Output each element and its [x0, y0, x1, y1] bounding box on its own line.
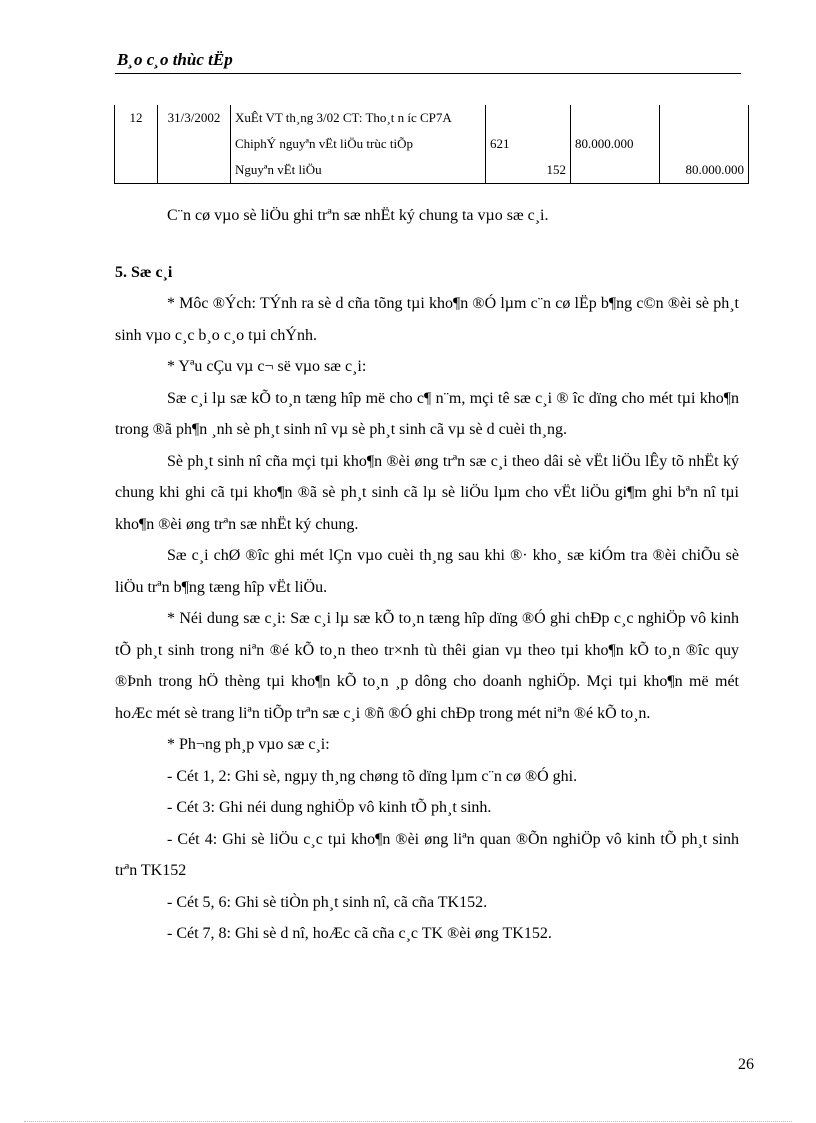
- paragraph: Sæ c¸i chØ ®îc ghi mét lÇn vµo cuèi th¸ng sau khi ®· kho¸ sæ kiÓm tra ®èi chiÕu sè liÖu trªn b¶ng tæng hîp vËt liÖu.: [115, 547, 739, 596]
- cell-date: [158, 131, 231, 157]
- table-row: [115, 157, 749, 184]
- cell-account-credit: [530, 105, 571, 131]
- ledger-table: [114, 105, 749, 184]
- cell-account-debit: [486, 157, 531, 184]
- cell-account-credit: [530, 131, 571, 157]
- cell-stt: [115, 157, 158, 184]
- page-bottom-rule: [24, 1121, 792, 1122]
- cell-account-credit: 152: [530, 157, 571, 184]
- paragraph: C¨n cø vµo sè liÖu ghi trªn sæ nhËt ký chung ta vµo sæ c¸i.: [167, 207, 549, 224]
- paragraph: Sè ph¸t sinh nî cña mçi tµi kho¶n ®èi øng trªn sæ c¸i theo dâi sè vËt liÖu lÊy tõ nhËt ký chung khi ghi cã tµi kho¶n ®ã sè ph¸t sinh cã lµ sè liÖu lµm cho vËt liÖu gi¶m ghi bªn nî tµi kho¶n ®èi øng trªn sæ nhËt ký chung.: [115, 452, 739, 533]
- section-heading: 5. Sæ c¸i: [115, 263, 173, 281]
- cell-amount-debit: [571, 157, 660, 184]
- cell-date: 31/3/2002: [158, 105, 231, 131]
- page-header-title: B¸o c¸o thùc tËp: [117, 50, 233, 69]
- paragraph: - Cét 3: Ghi néi dung nghiÖp vô kinh tÕ ph¸t sinh.: [167, 799, 492, 816]
- cell-account-debit: [486, 105, 531, 131]
- cell-amount-debit: [571, 105, 660, 131]
- paragraph: - Cét 7, 8: Ghi sè d nî, hoÆc cã cña c¸c TK ®èi øng TK152.: [167, 925, 552, 942]
- cell-amount-credit: 80.000.000: [660, 157, 749, 184]
- cell-stt: 12: [115, 105, 158, 131]
- cell-stt: [115, 131, 158, 157]
- cell-date: [158, 157, 231, 184]
- paragraph: Sæ c¸i lµ sæ kÕ to¸n tæng hîp më cho c¶ n¨m, mçi tê sæ c¸i ® îc dïng cho mét tµi kho¶n trong ®ã ph¶n ¸nh sè ph¸t sinh nî vµ sè ph¸t sinh cã vµ sè d cuèi th¸ng.: [115, 389, 739, 438]
- cell-amount-credit: [660, 105, 749, 131]
- paragraph: - Cét 4: Ghi sè liÖu c¸c tµi kho¶n ®èi øng liªn quan ®Õn nghiÖp vô kinh tÕ ph¸t sinh trªn TK152: [115, 830, 739, 879]
- paragraph: * Yªu cÇu vµ c¬ së vµo sæ c¸i:: [167, 358, 367, 375]
- cell-description: XuÊt VT th¸ng 3/02 CT: Tho¸t n íc CP7A: [231, 105, 486, 131]
- cell-description: ChiphÝ nguyªn vËt liÖu trùc tiÕp: [231, 131, 486, 157]
- cell-amount-debit: 80.000.000: [571, 131, 660, 157]
- header-rule: [115, 73, 741, 74]
- paragraph: - Cét 1, 2: Ghi sè, ngµy th¸ng chøng tõ dïng lµm c¨n cø ®Ó ghi.: [167, 767, 578, 785]
- cell-description: Nguyªn vËt liÖu: [231, 157, 486, 184]
- table-row: [115, 105, 749, 131]
- paragraph: - Cét 5, 6: Ghi sè tiÒn ph¸t sinh nî, cã cña TK152.: [167, 893, 488, 911]
- page-number: 26: [738, 1056, 754, 1073]
- cell-amount-credit: [660, 131, 749, 157]
- table-row: [115, 131, 749, 157]
- paragraph: * Ph¬ng ph¸p vµo sæ c¸i:: [167, 736, 330, 753]
- cell-account-debit: 621: [486, 131, 531, 157]
- body-text: [115, 200, 739, 950]
- paragraph: * Néi dung sæ c¸i: Sæ c¸i lµ sæ kÕ to¸n tæng hîp dïng ®Ó ghi chÐp c¸c nghiÖp vô kinh tÕ ph¸t sinh trong niªn ®é kÕ to¸n theo tr×nh tù thêi gian vµ theo tµi kho¶n kÕ to¸n ®îc quy ®Þnh trong hÖ thèng tµi kho¶n kÕ to¸n ¸p dông cho doanh nghiÖp. Mçi tµi kho¶n më mét hoÆc mét sè trang liªn tiÕp trªn sæ c¸i ®ñ ®Ó ghi chÐp trong mét niªn ®é kÕ to¸n.: [115, 610, 739, 722]
- paragraph: * Môc ®Ých: TÝnh ra sè d cña tõng tµi kho¶n ®Ó lµm c¨n cø lËp b¶ng c©n ®èi sè ph¸t sinh vµo c¸c b¸o c¸o tµi chÝnh.: [115, 295, 739, 344]
